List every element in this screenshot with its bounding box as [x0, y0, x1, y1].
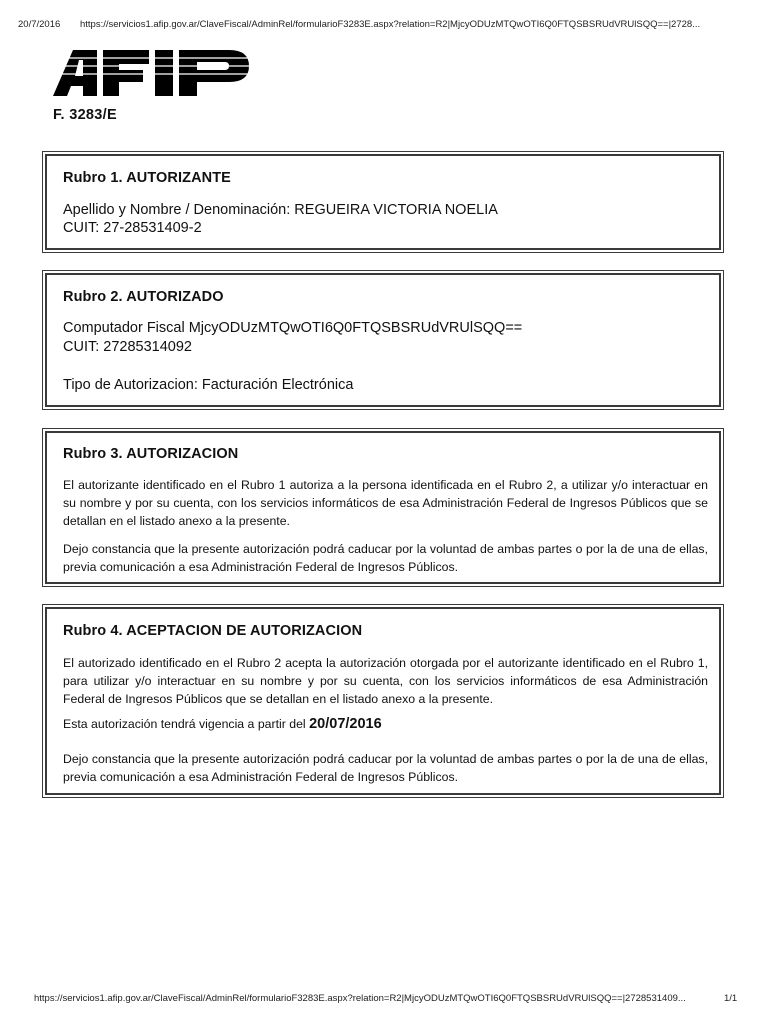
form-code: F. 3283/E [53, 107, 117, 123]
rubro1-cuit-line: CUIT: 27-28531409-2 [63, 220, 202, 236]
rubro2-type-line: Tipo de Autorizacion: Facturación Electrónica [63, 377, 354, 393]
rubro4-box [45, 607, 721, 795]
rubro4-validity-line [63, 716, 382, 732]
rubro1-box [45, 154, 721, 250]
page-number: 1/1 [724, 993, 738, 1004]
rubro4-paragraph3: Dejo constancia que la presente autorización podrá caducar por la voluntad de ambas partes o por la de una de ellas, previa comunicación a esa Administración Federal de Ingresos Públicos. [63, 752, 708, 785]
rubro3-paragraph1: El autorizante identificado en el Rubro 1 autoriza a la persona identificada en el Rubro 2, a utilizar y/o interactuar en su nombre y por su cuenta, con los servicios informáticos de esa Administración Federal de Ingresos Públicos que se detallan en el listado anexo a la presente. [63, 478, 708, 529]
print-header-url: https://servicios1.afip.gov.ar/ClaveFiscal/AdminRel/formularioF3283E.aspx?relation=R2|MjcyODUzMTQwOTI6Q0FTQSBSRUdVRUlSQQ==|2728... [80, 19, 701, 30]
afip-logo [53, 50, 249, 96]
rubro4-paragraph1: El autorizado identificado en el Rubro 2 acepta la autorización otorgada por el autorizante identificado en el Rubro 1, para utilizar y/o interactuar en su nombre y por su cuenta, con los servicios informáticos de esa Administración Federal de Ingresos Públicos que se detallan en el listado anexo a la presente. [63, 656, 708, 707]
rubro2-title: Rubro 2. AUTORIZADO [63, 289, 224, 305]
rubro2-box [45, 273, 721, 407]
print-footer-url: https://servicios1.afip.gov.ar/ClaveFiscal/AdminRel/formularioF3283E.aspx?relation=R2|MjcyODUzMTQwOTI6Q0FTQSBSRUdVRUlSQQ==|2728531409... [34, 993, 686, 1004]
validity-date: 20/07/2016 [309, 716, 382, 732]
rubro1-title: Rubro 1. AUTORIZANTE [63, 170, 231, 186]
rubro3-box [45, 431, 721, 584]
rubro3-paragraph2: Dejo constancia que la presente autorización podrá caducar por la voluntad de ambas partes o por la de una de ellas, previa comunicación a esa Administración Federal de Ingresos Públicos. [63, 542, 708, 575]
rubro4-title: Rubro 4. ACEPTACION DE AUTORIZACION [63, 623, 363, 639]
validity-prefix: Esta autorización tendrá vigencia a partir del [63, 717, 306, 731]
rubro1-name-line: Apellido y Nombre / Denominación: REGUEIRA VICTORIA NOELIA [63, 202, 498, 218]
print-date: 20/7/2016 [18, 19, 61, 30]
afip-logo-mark [53, 50, 249, 96]
rubro3-title: Rubro 3. AUTORIZACION [63, 446, 239, 462]
rubro2-cuit-line: CUIT: 27285314092 [63, 339, 192, 355]
rubro2-computer-line: Computador Fiscal MjcyODUzMTQwOTI6Q0FTQSBSRUdVRUlSQQ== [63, 320, 523, 336]
